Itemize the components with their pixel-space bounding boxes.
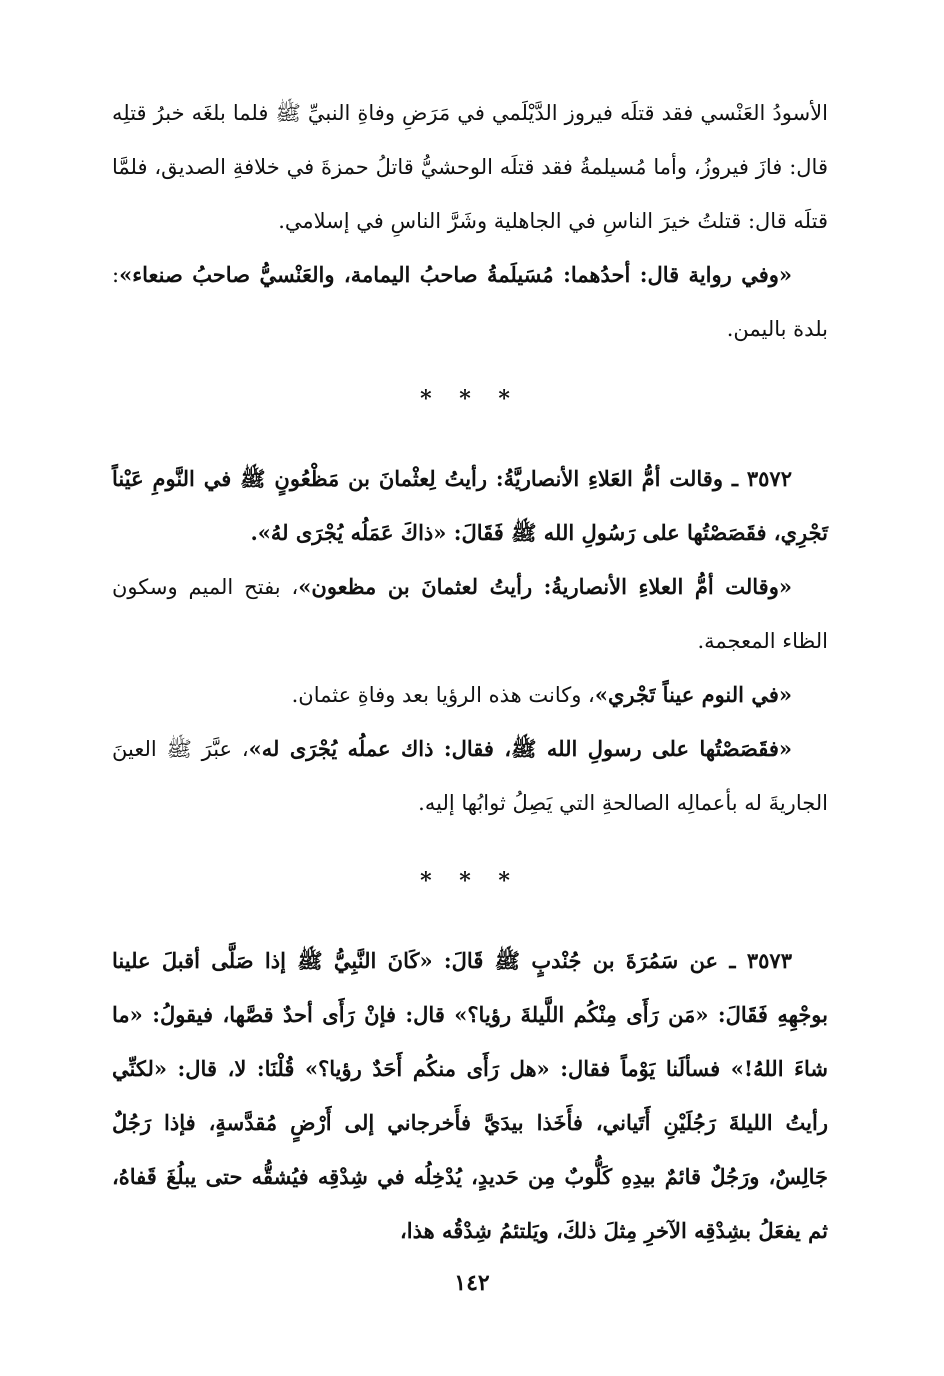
section-separator: * * * bbox=[420, 868, 520, 894]
quoted-text: «في النوم عيناً تَجْري» bbox=[594, 682, 792, 707]
hadith-text: ٣٥٧٣ ـ عن سَمُرَةَ بن جُنْدبٍ ﷺ قَالَ: «كَانَ النَّبِيُّ ﷺ إذا صَلَّى أقبلَ علينا بوجْهِهِ فَقَالَ: «مَن رَأَى مِنْكُم اللَّيلةَ رؤيا؟» قال: فإنْ رَأَى أحدٌ قصَّها، فيقولُ: «ما شاءَ اللهُ!» فسألَنا يَوْماً فقال: «هل رَأَى منكُم أَحَدٌ رؤيا؟» قُلْنَا: لا، قال: «لكنِّي رأيتُ الليلةَ رَجُلَيْنِ أَتَياني، فأَخَذا بيدَيَّ فأَخرجاني إلى أَرْضٍ مُقدَّسةٍ، فإذا رَجُلٌ جَالِسٌ، ورَجُلٌ قائمٌ بيدِهِ كَلُّوبٌ مِن حَديدٍ، يُدْخِلُه في شِدْقِه فيُشقُّه حتى يبلُغَ قَفاهُ، ثم يفعَلُ بشِدْقِه الآخرِ مِثلَ ذلكَ، ويَلتئمُ شِدْقُه هذا، bbox=[112, 948, 828, 1243]
section-separator: * * * bbox=[420, 386, 520, 412]
quoted-text: «وقالت أمُّ العلاءِ الأنصاريةُ: رأيتُ لعثمانَ بن مظعون» bbox=[298, 574, 792, 599]
hadith-3573 bbox=[112, 934, 828, 1258]
paragraph-commentary bbox=[112, 722, 828, 830]
quoted-text: «فقَصَصْتُها على رسولِ الله ﷺ، فقال: ذاك عملُه يُجْرَى له» bbox=[248, 736, 793, 761]
paragraph-text: الأسودُ العَنْسي فقد قتلَه فيروز الدَّيْلَمي في مَرَضِ وفاةِ النبيِّ ﷺ فلما بلغَه خبرُ قتلِه قال: فازَ فيروزُ، وأما مُسيلمةُ فقد قتلَه الوحشيُّ قاتلُ حمزةَ في خلافةِ الصديق، فلمَّا قتلَه قال: قتلتُ خيرَ الناسِ في الجاهلية وشَرَّ الناسِ في إسلامي. bbox=[112, 101, 828, 233]
page-body bbox=[112, 86, 828, 1258]
commentary-text: ، عبَّرَ ﷺ العينَ الجاريةَ له بأعمالِه الصالحةِ التي يَصِلُ ثوابُها إليه. bbox=[112, 737, 828, 815]
commentary-text: : بلدة باليمن. bbox=[112, 263, 828, 341]
paragraph-commentary bbox=[112, 668, 828, 722]
hadith-text: ٣٥٧٢ ـ وقالت أمُّ العَلاءِ الأنصاريَّةُ: رأيتُ لِعثْمانَ بن مَظْعُونٍ ﷺ في النَّومِ عَيْناً تَجْرِي، فقَصَصْتُها على رَسُولِ الله ﷺ فَقَالَ: «ذاكَ عَمَلُه يُجْرَى لهُ». bbox=[112, 466, 828, 545]
page-number: ١٤٢ bbox=[454, 1270, 490, 1296]
paragraph-continuation bbox=[112, 86, 828, 248]
paragraph-commentary bbox=[112, 560, 828, 668]
quoted-text: «وفي رواية قال: أحدُهما: مُسَيلَمةُ صاحبُ اليمامة، والعَنْسيُّ صاحبُ صنعاء» bbox=[119, 262, 792, 287]
paragraph-commentary bbox=[112, 248, 828, 356]
hadith-3572 bbox=[112, 452, 828, 560]
commentary-text: ، وكانت هذه الرؤيا بعد وفاةِ عثمان. bbox=[291, 683, 595, 707]
commentary-text: ، بفتح الميم وسكون الظاء المعجمة. bbox=[112, 575, 828, 653]
